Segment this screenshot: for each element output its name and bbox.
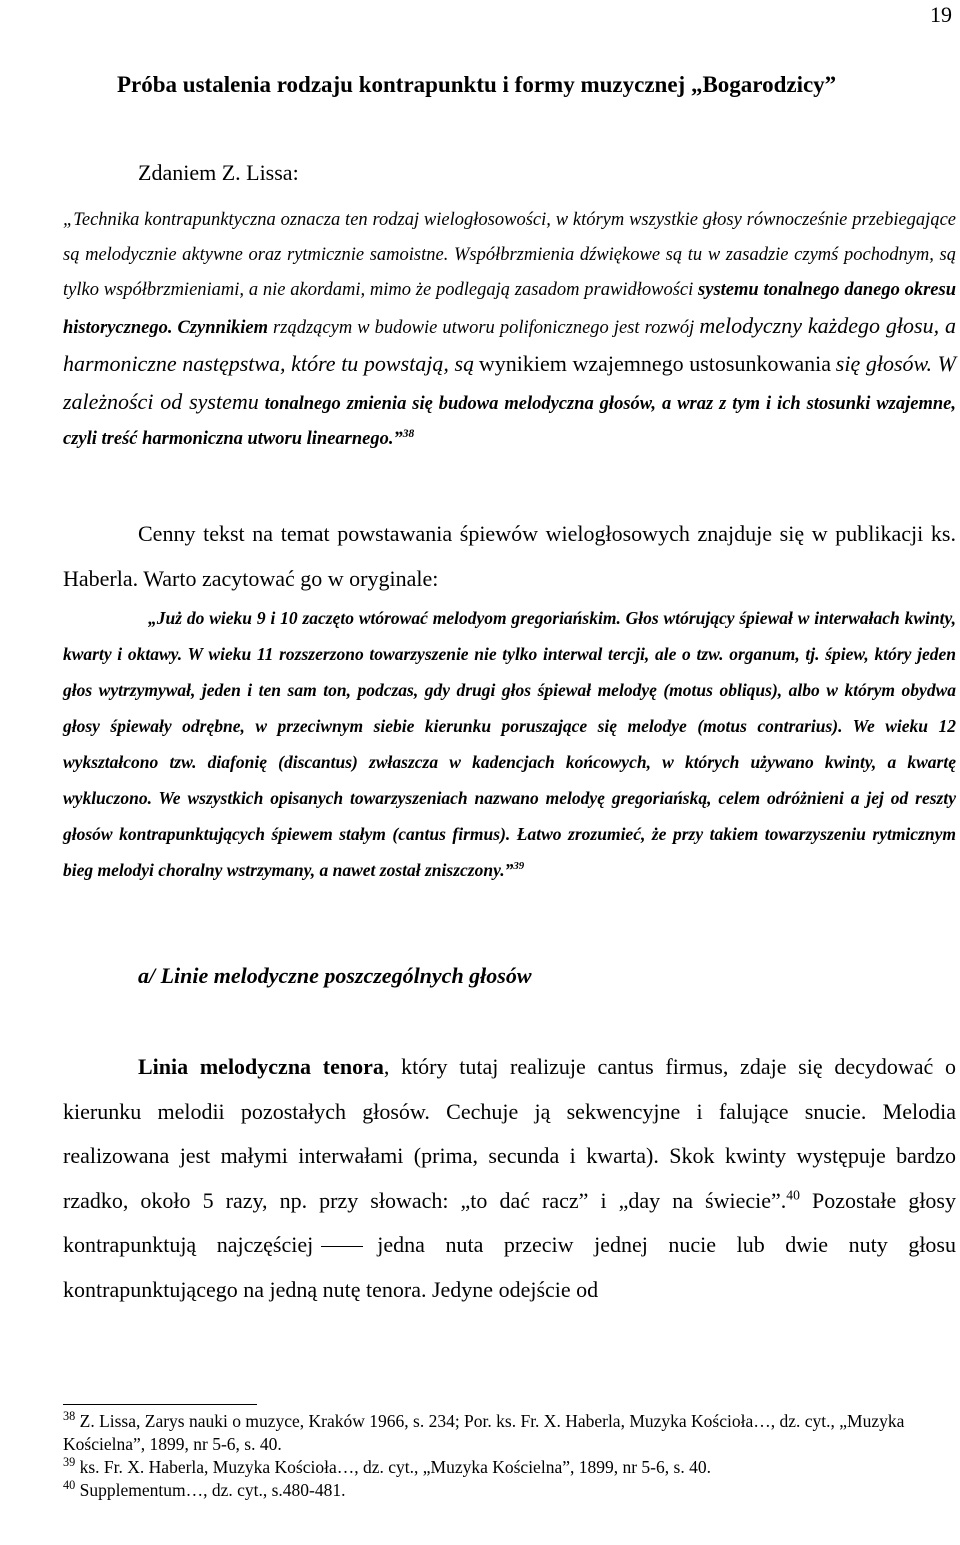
footnote-text: Z. Lissa, Zarys nauki o muzyce, Kraków 1966, s. 234; Por. ks. Fr. X. Haberla, Muzyka Kościoła…, dz. cyt., „Muzyka Kościelna”, 1899, nr 5-6, s. 40.: [63, 1411, 905, 1454]
paragraph-text: Warto zacytować go w oryginale:: [143, 566, 439, 591]
bold-lead: Linia melodyczna tenora: [138, 1054, 384, 1079]
subsection-heading: a/ Linie melodyczne poszczególnych głosów: [138, 963, 532, 988]
paragraph-text: Cenny tekst na temat powstawania śpiewów wielogłosowych znajduje się w publikacji ks. Haberla.: [63, 521, 956, 591]
haberl-intro-paragraph: [63, 511, 956, 601]
quote-part: tonalnego zmienia się budowa melodyczna głosów, a wraz z tym i ich stosunki wzajemne, czyli treść harmoniczna utworu linearnego.”: [63, 394, 956, 449]
paragraph-text: jedna nuta przeciw jednej nucie lub dwie nuty głosu kontrapunktującego na jedną nutę tenora. Jedyne odejście od: [63, 1232, 956, 1302]
quote-part: melodyczny każdego głosu, a harmoniczne następstwa, które tu powstają, są: [63, 313, 957, 376]
quote-part: „Technika kontrapunktyczna oznacza ten rodzaj wielogłosowości, w którym wszystkie głosy równocześnie przebiegające są melodycznie aktywne oraz rytmicznie samoistne. Współbrzmienia dźwiękowe są tu w zasadzie czymś pochodnym, są tylko współbrzmieniami, a nie akordami, mimo że podlegają zasadom prawidłowości: [63, 210, 956, 300]
lissa-quote: [63, 203, 956, 457]
paragraph-text: , który tutaj realizuje cantus firmus, zdaje się decydować o kierunku melodii pozostałych głosów. Cechuje ją sekwencyjne i falujące snucie. Melodia realizowana jest małymi interwałami (prima, secunda i kwarta). Skok kwinty występuje bardzo rzadko, około 5 razy, np. przy słowach: „to dać racz” i „day na świecie”.: [63, 1054, 956, 1213]
paragraph-text: Pozostałe głosy kontrapunktują najczęściej: [63, 1187, 956, 1257]
quote-part: systemu tonalnego danego okresu historycznego. Czynnikiem: [63, 280, 957, 338]
section-title: Próba ustalenia rodzaju kontrapunktu i formy muzycznej „Bogarodzicy”: [117, 72, 837, 97]
body-paragraph: [63, 1045, 956, 1312]
footnotes: [63, 1410, 956, 1502]
quote-text: „Już do wieku 9 i 10 zaczęto wtórować melodyom gregoriańskim. Głos wtórujący śpiewał w interwałach kwinty, kwarty i oktawy. W wieku 11 rozszerzono towarzyszenie nie tylko interwal tercji, ale o tzw. organum, tj. śpiew, który jeden głos wytrzymywał, jeden i ten sam ton, podczas, gdy drugi głos śpiewał melodyę (motus obliqus), albo w którym obydwa głosy śpiewały odrębne, w przeciwnym siebie kierunku poruszające się melodye (motus contrarius). We wieku 12 wykształcono tzw. diafonię (discantus) zwłaszcza w kadencjach końcowych, w których używano kwinty, a kwartę wykluczono. We wszystkich opisanych towarzyszeniach nazwano melodyę gregoriańską, celem odróżnieni a jej od reszty głosów kontrapunktujących śpiewem stałym (cantus firmus). Łatwo zrozumieć, że przy takiem towarzyszeniu rytmicznym bieg melodyi choralny wstrzymany, a nawet został zniszczony.”: [63, 608, 956, 880]
footnote-number: 39: [63, 1455, 76, 1470]
footnote: [63, 1479, 956, 1502]
footnote-ref[interactable]: 38: [402, 427, 415, 440]
quote-part: wynikiem wzajemnego ustosunkowania: [478, 351, 832, 376]
quote-part: się głosów. W zależności od systemu: [63, 351, 956, 414]
lissa-intro: Zdaniem Z. Lissa:: [138, 160, 299, 185]
haberl-quote: [63, 600, 956, 888]
footnote-separator: [63, 1404, 257, 1405]
page-number: 19: [930, 2, 952, 27]
footnote-text: Supplementum…, dz. cyt., s.480-481.: [75, 1480, 346, 1500]
footnote: [63, 1456, 956, 1479]
footnote-text: ks. Fr. X. Haberla, Muzyka Kościoła…, dz. cyt., „Muzyka Kościelna”, 1899, nr 5-6, s. 40.: [75, 1457, 711, 1477]
quote-part: rządzącym w budowie utworu polifonicznego jest rozwój: [273, 318, 695, 338]
footnote-number: 40: [63, 1478, 76, 1493]
footnote: [63, 1410, 956, 1456]
footnote-ref[interactable]: 39: [513, 860, 525, 873]
footnote-ref[interactable]: 40: [786, 1187, 800, 1203]
footnote-number: 38: [63, 1409, 76, 1424]
dash-line: [321, 1246, 363, 1247]
